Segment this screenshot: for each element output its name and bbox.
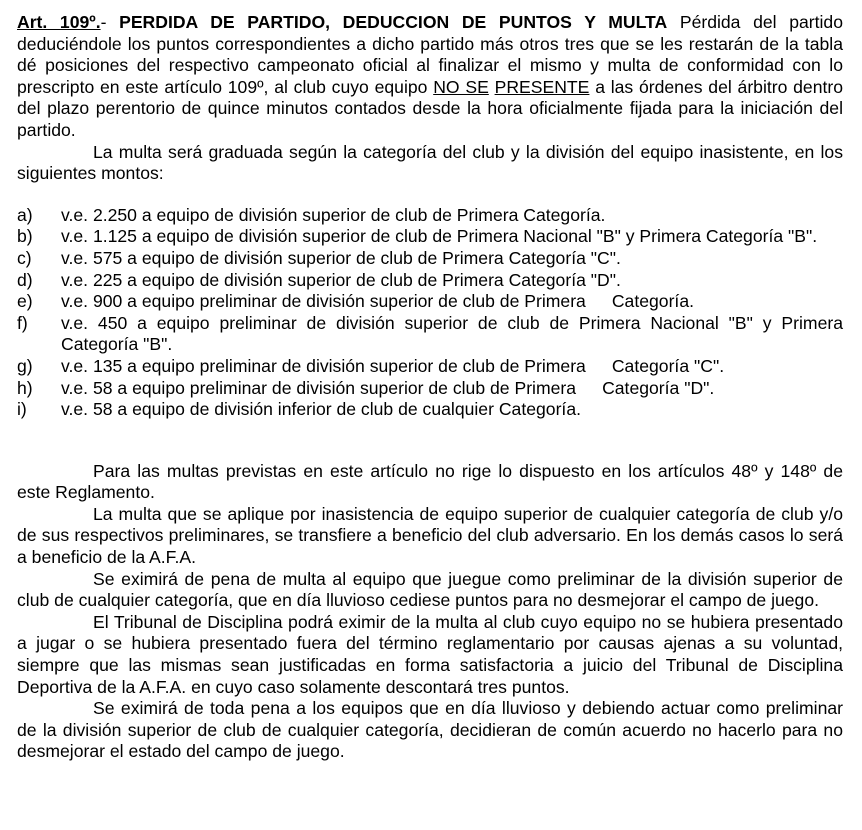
list-item [17, 313, 843, 356]
list-item-letter: i) [17, 399, 27, 420]
document-page [17, 12, 843, 763]
list-intro-paragraph: La multa será graduada según la categoría del club y la división del equipo inasistente, en los siguientes montos: [17, 141, 843, 184]
list-item [17, 270, 843, 292]
list-item-letter: c) [17, 247, 32, 268]
list-item-text-tail: Categoría "D". [602, 377, 715, 398]
list-item-letter: d) [17, 269, 33, 290]
list-item-text: v.e. 135 a equipo preliminar de división superior de club de Primera [61, 355, 586, 376]
list-item-letter: b) [17, 226, 33, 247]
underlined-presente: PRESENTE [494, 76, 590, 97]
list-item-text: v.e. 2.250 a equipo de división superior de club de Primera Categoría. [61, 204, 606, 225]
list-item-letter: e) [17, 291, 33, 312]
list-item-text: v.e. 450 a equipo preliminar de división superior de club de Primera Nacional "B" y Primera Categoría "B". [61, 312, 843, 355]
list-item [17, 378, 843, 400]
paragraph-beneficiary: La multa que se aplique por inasistencia de equipo superior de cualquier categoría de club y/o de sus respectivos preliminares, se transfiere a beneficio del club adversario. En los demás casos lo será a beneficio de la A.F.A. [17, 503, 843, 568]
list-item-text: v.e. 58 a equipo de división inferior de club de cualquier Categoría. [61, 399, 581, 420]
underlined-no-se: NO SE [433, 76, 489, 97]
fine-amount-list [17, 205, 843, 421]
list-item-text: v.e. 575 a equipo de división superior de club de Primera Categoría "C". [61, 247, 621, 268]
list-item-text: v.e. 900 a equipo preliminar de división superior de club de Primera [61, 291, 586, 312]
list-item [17, 399, 843, 421]
article-title: PERDIDA DE PARTIDO, DEDUCCION DE PUNTOS Y MULTA [119, 12, 668, 32]
list-item-letter: a) [17, 204, 33, 225]
article-number: Art. 109º. [17, 12, 101, 32]
paragraph-tribunal: El Tribunal de Disciplina podrá eximir de la multa al club cuyo equipo no se hubiera presentado a jugar o se hubiera presentado fuera del término reglamentario por causas ajenas a su voluntad, siempre que las mismas sean justificadas en forma satisfactoria a juicio del Tribunal de Disciplina Deportiva de la A.F.A. en cuyo caso solamente descontará tres puntos. [17, 611, 843, 697]
list-item-text-tail: Categoría "C". [611, 355, 725, 376]
list-item-text: v.e. 58 a equipo preliminar de división superior de club de Primera [61, 377, 577, 398]
list-item-text: v.e. 1.125 a equipo de división superior de club de Primera Nacional "B" y Primera Categoría "B". [61, 226, 818, 247]
article-text-after: a las órdenes del árbitro dentro del plazo perentorio de quince minutos contados desde la hora oficialmente fijada para la iniciación del partido. [17, 76, 844, 140]
article-heading-paragraph [17, 12, 843, 142]
list-item [17, 248, 843, 270]
list-item-letter: h) [17, 377, 33, 398]
list-item [17, 205, 843, 227]
list-item [17, 226, 843, 248]
article-text-before: Pérdida del partido deduciéndole los puntos correspondientes a dicho partido más otros tres que se les restarán de la tabla dé posiciones del respectivo campeonato oficial al finalizar el mismo y multa de conformidad con lo prescripto en este artículo 109º, al club cuyo equipo [17, 12, 843, 97]
article-separator: - [100, 12, 107, 32]
list-item-letter: g) [17, 355, 33, 376]
list-item-text-tail: Categoría. [611, 291, 694, 312]
list-item-letter: f) [17, 312, 28, 333]
list-item-text: v.e. 225 a equipo de división superior de club de Primera Categoría "D". [61, 269, 621, 290]
list-item [17, 356, 843, 378]
paragraph-rain-exemption: Se eximirá de pena de multa al equipo que juegue como preliminar de la división superior de club de cualquier categoría, que en día lluvioso cediese puntos para no desmejorar el campo de juego. [17, 568, 843, 611]
list-item [17, 291, 843, 313]
paragraph-exclusions: Para las multas previstas en este artículo no rige lo dispuesto en los artículos 48º y 148º de este Reglamento. [17, 460, 843, 503]
paragraph-mutual-agreement: Se eximirá de toda pena a los equipos que en día lluvioso y debiendo actuar como preliminar de la división superior de club de cualquier categoría, decidieran de común acuerdo no hacerlo para no desmejorar el estado del campo de juego. [17, 698, 843, 762]
